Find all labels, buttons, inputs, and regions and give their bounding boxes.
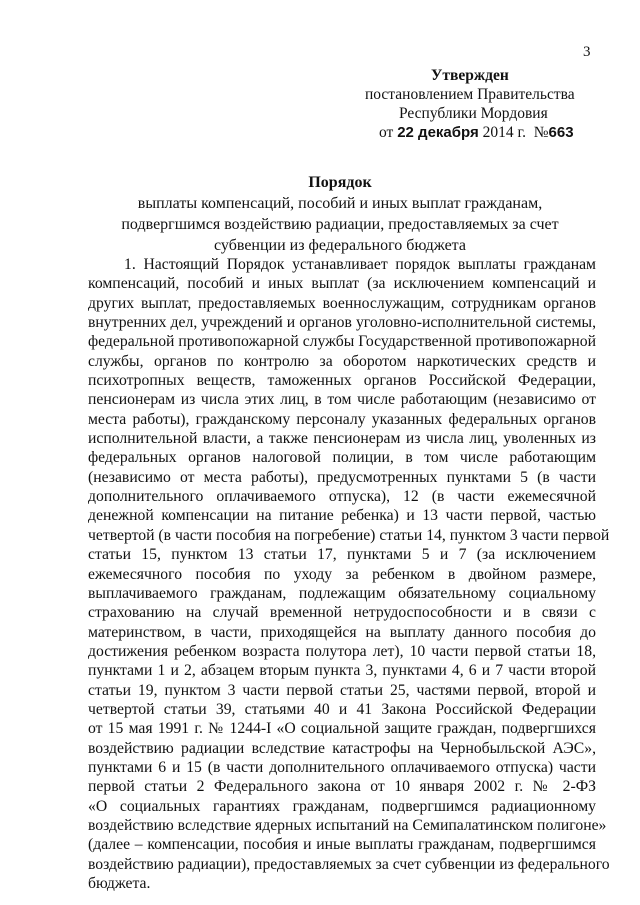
paragraph-line: четвертой (в части пособия на погребение) статьи 14, пунктом 3 части первой	[88, 526, 610, 544]
paragraph-line: ежемесячного пособия по уходу за ребенком в двойном размере,	[88, 565, 596, 583]
title-line: субвенции из федерального бюджета	[214, 237, 466, 254]
title-line: выплаты компенсаций, пособий и иных выплат гражданам,	[137, 195, 543, 212]
approval-authority: постановлением Правительства	[365, 86, 575, 103]
paragraph-line: «О социальных гарантиях гражданам, подвергшимся радиационному	[88, 797, 596, 815]
paragraph-line: воздействию вследствие ядерных испытаний на Семипалатинском полигоне»	[88, 816, 607, 834]
paragraph-line: материнством, в части, приходящейся на выплату данного пособия до	[88, 623, 596, 641]
paragraph-line: исполнительной власти, а также пенсионерам из числа лиц, уволенных из	[88, 430, 596, 448]
paragraph-line: других выплат, предоставляемых военнослужащим, сотрудникам органов	[88, 294, 596, 312]
paragraph-line: федеральной противопожарной службы Государственной противопожарной	[88, 333, 596, 351]
paragraph-line: первой статьи 2 Федерального закона от 10 января 2002 г. № 2-ФЗ	[88, 778, 596, 796]
paragraph-line: 1. Настоящий Порядок устанавливает порядок выплаты гражданам	[124, 256, 596, 273]
paragraph-line: службы, органов по контролю за оборотом наркотических средств и	[88, 352, 596, 370]
paragraph-line: места работы), гражданскому персоналу указанных федеральных органов	[88, 410, 596, 428]
paragraph-line: денежной компенсации на питание ребенка) и 13 части первой, частью	[88, 507, 596, 525]
paragraph-line: четвертой статьи 39, статьями 40 и 41 Закона Российской Федерации	[88, 700, 596, 718]
document-title	[80, 172, 600, 256]
paragraph-line: статьи 19, пунктом 3 части первой статьи 25, частями первой, второй и	[88, 681, 596, 699]
paragraph-1	[88, 255, 610, 893]
approved-label: Утвержден	[431, 67, 509, 84]
paragraph-line: бюджета.	[88, 875, 151, 892]
date-prefix: от	[379, 124, 394, 141]
paragraph-line: (независимо от места работы), предусмотренных пунктами 5 (в части	[88, 468, 596, 486]
paragraph-line: дополнительного оплачиваемого отпуска), 12 (в части ежемесячной	[88, 488, 596, 506]
paragraph-line: статьи 15, пунктом 13 статьи 17, пунктами 5 и 7 (за исключением	[88, 546, 596, 564]
paragraph-line: компенсаций, пособий и иных выплат (за исключением компенсаций и	[88, 275, 596, 293]
number-sign: №	[533, 124, 549, 141]
paragraph-line: пунктами 6 и 15 (в части дополнительного оплачиваемого отпуска) части	[88, 758, 596, 776]
paragraph-line: выплачиваемого гражданам, подлежащим обязательному социальному	[88, 584, 596, 602]
approval-region: Республики Мордовия	[399, 105, 548, 122]
paragraph-line: пенсионерам из числа этих лиц, в том числе работающим (независимо от	[88, 391, 596, 409]
paragraph-line: пунктами 1 и 2, абзацем вторым пункта 3, пунктами 4, 6 и 7 части второй	[88, 662, 596, 680]
paragraph-line: федеральных органов налоговой полиции, в том числе работающим	[88, 449, 596, 467]
title-heading: Порядок	[308, 174, 372, 191]
paragraph-line: страхованию на случай временной нетрудоспособности и в связи с	[88, 604, 596, 622]
approval-stamp-block	[365, 66, 595, 142]
paragraph-line: воздействию радиации), предоставляемых за счет субвенции из федерального	[88, 855, 610, 873]
handwritten-date: 22 декабря	[397, 124, 479, 141]
page-number: 3	[583, 44, 591, 60]
paragraph-line: психотропных веществ, таможенных органов Российской Федерации,	[88, 372, 596, 390]
decree-number: 663	[548, 124, 574, 141]
paragraph-line: воздействию радиации вследствие катастрофы на Чернобыльской АЭС»,	[88, 739, 596, 757]
paragraph-line: внутренних дел, учреждений и органов уголовно-исполнительной системы,	[88, 314, 596, 332]
approval-date-line	[365, 123, 595, 142]
paragraph-line: от 15 мая 1991 г. № 1244-I «О социальной защите граждан, подвергшихся	[88, 720, 596, 738]
date-year: 2014 г.	[482, 124, 526, 141]
title-line: подвергшимся воздействию радиации, предоставляемых за счет	[121, 216, 559, 233]
paragraph-line: (далее – компенсации, пособия и иные выплаты гражданам, подвергшимся	[88, 836, 596, 854]
paragraph-line: достижения ребенком возраста полутора лет), 10 части первой статьи 18,	[88, 642, 596, 660]
